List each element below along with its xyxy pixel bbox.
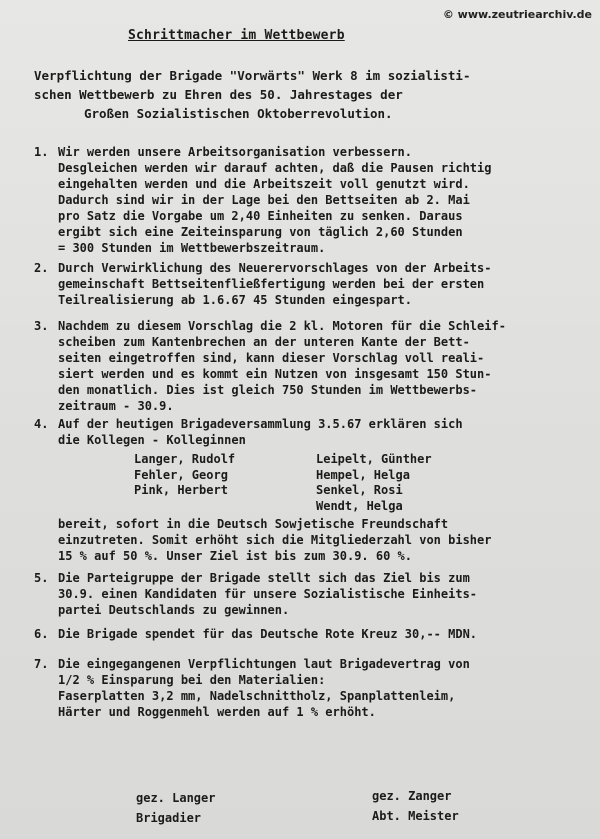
member-name: Hempel, Helga (316, 467, 410, 482)
item-text: bereit, sofort in die Deutsch Sowjetische Freundschaft einzutreten. Somit erhöht sich die Mitgliederzahl von bisher 15 % auf 50 %. Unser Ziel ist bis zum 30.9. 60 %. (58, 517, 492, 563)
intro-paragraph (34, 66, 574, 123)
list-item (34, 656, 574, 720)
names-column-left (134, 452, 294, 499)
item-number: 1. (34, 145, 49, 159)
item-number: 3. (34, 319, 49, 333)
item-text: Wir werden unsere Arbeitsorganisation verbessern. Desgleichen werden wir darauf achten, daß die Pausen richtig eingehalten werden und die Arbeitszeit voll genutzt wird. Dadurch sind wir in der Lage bei den Bettseiten ab 2. Mai pro Satz die Vorgabe um 2,40 Einheiten zu senken. Daraus ergibt sich eine Zeiteinsparung von täglich 2,60 Stunden = 300 Stunden im Wettbewerbszeitraum. (58, 145, 492, 255)
signature-right (372, 786, 459, 826)
item-text: Durch Verwirklichung des Neuerervorschlages von der Arbeits- gemeinschaft Bettseitenfließfertigung werden bei der ersten Teilrealisierung ab 1.6.67 45 Stunden eingespart. (58, 261, 492, 307)
list-item (34, 416, 574, 448)
signature-role: Brigadier (136, 811, 202, 825)
item-number: 5. (34, 571, 49, 585)
list-item (34, 570, 574, 618)
member-name: Fehler, Georg (134, 467, 228, 482)
intro-line: schen Wettbewerb zu Ehren des 50. Jahrestages der (34, 87, 403, 102)
item-number: 4. (34, 417, 49, 431)
list-item (34, 318, 574, 414)
signature-role: Abt. Meister (372, 809, 459, 823)
item-number: 2. (34, 261, 49, 275)
list-item (34, 626, 574, 642)
list-item (34, 260, 574, 308)
member-name: Senkel, Rosi (316, 483, 403, 497)
watermark: © www.zeutriearchiv.de (442, 8, 592, 21)
document-title: Schrittmacher im Wettbewerb (128, 28, 345, 43)
member-name: Pink, Herbert (134, 483, 228, 497)
item-text: Auf der heutigen Brigadeversammlung 3.5.67 erklären sich die Kollegen - Kolleginnen (58, 417, 463, 447)
signature-left (136, 788, 215, 828)
signature-name: gez. Zanger (372, 789, 452, 803)
item-text: Die eingegangenen Verpflichtungen laut Brigadevertrag von 1/2 % Einsparung bei den Materialien: Faserplatten 3,2 mm, Nadelschnittholz, Spanplattenleim, Härter und Roggenmehl werden auf 1 % erhöht. (58, 657, 470, 719)
item-number: 7. (34, 657, 49, 671)
member-name: Langer, Rudolf (134, 452, 236, 466)
signature-name: gez. Langer (136, 791, 216, 805)
member-name: Wendt, Helga (316, 498, 403, 513)
names-column-right (316, 452, 476, 514)
member-name: Leipelt, Günther (316, 452, 432, 466)
item-text: Die Parteigruppe der Brigade stellt sich das Ziel bis zum 30.9. einen Kandidaten für unsere Sozialistische Einheits- partei Deutschlands zu gewinnen. (58, 571, 478, 617)
item-number: 6. (34, 627, 49, 641)
intro-line: Verpflichtung der Brigade "Vorwärts" Werk 8 im sozialisti- (34, 68, 471, 83)
list-item (34, 144, 574, 256)
item-text: Die Brigade spendet für das Deutsche Rote Kreuz 30,-- MDN. (58, 627, 478, 641)
item-text: Nachdem zu diesem Vorschlag die 2 kl. Motoren für die Schleif- scheiben zum Kantenbrechen an der unteren Kante der Bett- seiten eingetroffen sind, kann dieser Vorschlag voll reali- siert werden und es kommt ein Nutzen von insgesamt 150 Stun- den monatlich. Dies ist gleich 750 Stunden im Wettbewerbs- zeitraum - 30.9. (58, 319, 506, 413)
intro-line: Großen Sozialistischen Oktoberrevolution. (84, 106, 393, 121)
list-item-continuation (34, 516, 574, 564)
